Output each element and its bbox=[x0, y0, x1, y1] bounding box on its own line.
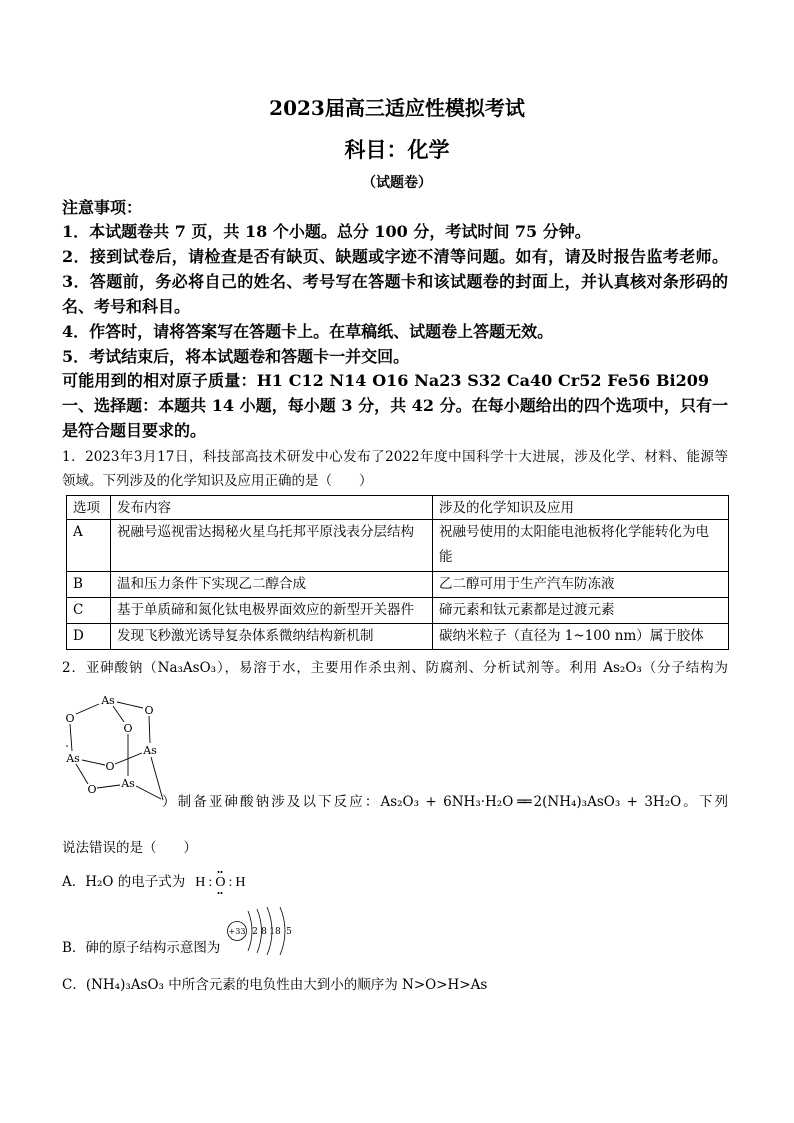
row-option: A bbox=[67, 520, 111, 572]
notice-line-2: 2．接到试卷后，请检查是否有缺页、缺题或字迹不清等问题。如有，请及时报告监考老师。 bbox=[62, 247, 728, 266]
bonding-pair: : bbox=[208, 875, 213, 890]
subject-title: 科目：化学 bbox=[344, 137, 450, 162]
hydrogen-atom: H bbox=[235, 875, 246, 890]
section-heading-line-2: 是符合题目要求的。 bbox=[62, 421, 207, 440]
option-a bbox=[62, 872, 245, 893]
q2-reaction-line bbox=[162, 792, 728, 812]
row-knowledge: 乙二醇可用于生产汽车防冻液 bbox=[433, 572, 729, 598]
header-knowledge: 涉及的化学知识及应用 bbox=[433, 496, 729, 520]
notice-line-3: 3．答题前，务必将自己的姓名、考号写在答题卡和该试题卷的封面上，并认真核对条形码的 bbox=[62, 272, 728, 291]
nucleus-charge: +33 bbox=[228, 927, 246, 936]
bond bbox=[136, 786, 161, 799]
bond bbox=[115, 753, 142, 764]
row-knowledge: 碲元素和钛元素都是过渡元素 bbox=[433, 598, 729, 624]
atom-label: As bbox=[121, 777, 135, 790]
row-option: D bbox=[67, 624, 111, 650]
bond bbox=[117, 702, 143, 708]
bonding-pair: : bbox=[228, 875, 233, 890]
atom-label: O bbox=[105, 760, 115, 773]
notice-heading: 注意事项： bbox=[62, 198, 143, 217]
oxygen-atom: O bbox=[215, 875, 226, 890]
row-content: 基于单质碲和氮化钛电极界面效应的新型开关器件 bbox=[111, 598, 433, 624]
shell-electron-count: 8 bbox=[261, 927, 267, 937]
table-row bbox=[67, 520, 729, 572]
atom-label: As bbox=[143, 744, 157, 757]
q1-stem-line-2: 领域。下列涉及的化学知识及应用正确的是（ ） bbox=[62, 473, 373, 489]
q1-table bbox=[66, 495, 729, 650]
atom-label: O bbox=[123, 722, 133, 735]
water-electron-formula bbox=[195, 873, 245, 893]
q2-stem-line-3: 说法错误的是（ ） bbox=[62, 840, 197, 856]
shell-electron-count: 5 bbox=[286, 927, 292, 937]
table-row bbox=[67, 624, 729, 650]
reaction-suffix: 。下列 bbox=[681, 794, 728, 810]
row-content: 温和压力条件下实现乙二醇合成 bbox=[111, 572, 433, 598]
atom-label: As bbox=[66, 752, 80, 765]
row-knowledge: 碳纳米粒子（直径为 1~100 nm）属于胶体 bbox=[433, 624, 729, 650]
equation-equals-sign: ══ bbox=[517, 794, 530, 810]
header-option: 选项 bbox=[67, 496, 111, 520]
atom-label: O bbox=[65, 712, 75, 725]
exam-title: 2023届高三适应性模拟考试 bbox=[269, 96, 525, 120]
notice-line-4: 名、考号和科目。 bbox=[62, 297, 191, 316]
table-row bbox=[67, 572, 729, 598]
header-content: 发布内容 bbox=[111, 496, 433, 520]
option-c-text: C．(NH₄)₃AsO₃ 中所含元素的电负性由大到小的顺序为 N>O>H>As bbox=[62, 977, 488, 993]
electron-shell-arc bbox=[280, 907, 285, 955]
table-header-row bbox=[67, 496, 729, 520]
lone-pair-dots bbox=[217, 892, 223, 894]
lone-pair-dots bbox=[217, 871, 223, 873]
bond bbox=[82, 760, 105, 765]
q1-stem-line-1: 1．2023年3月17日，科技部高技术研发中心发布了2022年度中国科学十大进展，涉及化学、材料、能源等 bbox=[62, 449, 728, 465]
q2-stem-line-1: 2．亚砷酸钠（Na₃AsO₃），易溶于水，主要用作杀虫剂、防腐剂、分析试剂等。利用 As₂O₃（分子结构为 bbox=[62, 660, 728, 676]
shell-electron-count: 18 bbox=[269, 927, 281, 937]
atom-label: As bbox=[101, 694, 115, 707]
option-a-text: A．H₂O 的电子式为 bbox=[62, 874, 186, 890]
table-row bbox=[67, 598, 729, 624]
row-content: 发现飞秒激光诱导复杂体系微纳结构新机制 bbox=[111, 624, 433, 650]
row-option: C bbox=[67, 598, 111, 624]
atomic-masses-line: 可能用到的相对原子质量：H1 C12 N14 O16 Na23 S32 Ca40 Cr52 Fe56 Bi209 bbox=[62, 371, 709, 390]
row-option: B bbox=[67, 572, 111, 598]
option-b-text: B．砷的原子结构示意图为 bbox=[62, 940, 221, 956]
reaction-prefix: ）制备亚砷酸钠涉及以下反应： bbox=[162, 794, 381, 810]
bond bbox=[70, 724, 72, 751]
atom-label: O bbox=[144, 704, 154, 717]
equation-reactants: As₂O₃ + 6NH₃·H₂O bbox=[380, 794, 514, 810]
paper-type: （试题卷） bbox=[362, 175, 432, 191]
notice-line-1: 1．本试题卷共 7 页，共 18 个小题。总分 100 分，考试时间 75 分钟。 bbox=[62, 222, 591, 241]
bond bbox=[97, 785, 120, 788]
stray-dot bbox=[66, 745, 68, 747]
section-heading-line-1: 一、选择题：本题共 14 小题，每小题 3 分，共 42 分。在每小题给出的四个选项中，只有一 bbox=[62, 396, 728, 415]
oxygen-atom-with-lone-pairs bbox=[215, 873, 225, 893]
row-knowledge: 祝融号使用的太阳能电池板将化学能转化为电能 bbox=[433, 520, 729, 572]
arsenic-atomic-structure-diagram bbox=[226, 904, 298, 956]
notice-line-5: 4．作答时，请将答案写在答题卡上。在草稿纸、试题卷上答题无效。 bbox=[62, 322, 554, 341]
bond bbox=[113, 706, 124, 722]
equation-products: 2(NH₄)₃AsO₃ + 3H₂O bbox=[533, 794, 682, 810]
shell-electron-count: 2 bbox=[252, 927, 258, 937]
bond bbox=[76, 704, 99, 714]
bond bbox=[76, 764, 88, 784]
row-content: 祝融号巡视雷达揭秘火星乌托邦平原浅表分层结构 bbox=[111, 520, 433, 572]
atom-label: O bbox=[87, 783, 97, 796]
hydrogen-atom: H bbox=[195, 875, 206, 890]
notice-line-6: 5．考试结束后，将本试题卷和答题卡一并交回。 bbox=[62, 347, 410, 366]
bond bbox=[149, 716, 150, 743]
